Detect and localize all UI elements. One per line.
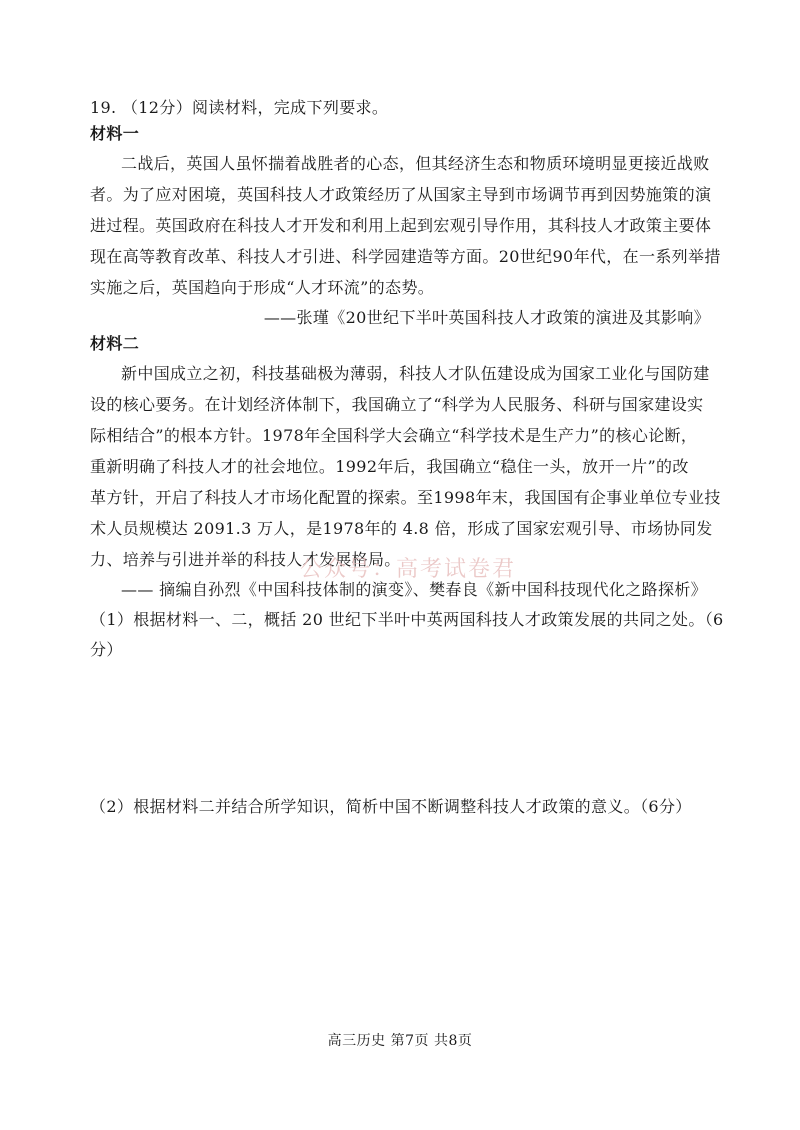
material2-line: 际相结合”的根本方针。1978年全国科学大会确立“科学技术是生产力”的核心论断，: [90, 426, 698, 445]
material2-source: —— 摘编自孙烈《中国科技体制的演变》、樊春良《新中国科技现代化之路探析》: [121, 580, 708, 599]
material1-line: 实施之后，英国趋向于形成“人才环流”的态势。: [90, 278, 435, 297]
material2-line: 新中国成立之初，科技基础极为薄弱，科技人才队伍建设成为国家工业化与国防建: [121, 364, 710, 383]
watermark: 公众号：高考试卷君: [300, 557, 517, 582]
material2-title: 材料二: [90, 334, 140, 353]
subquestion-2: （2）根据材料二并结合所学知识，简析中国不断调整科技人才政策的意义。（6分）: [90, 797, 692, 816]
material2-line: 设的核心要务。在计划经济体制下，我国确立了“科学为人民服务、科研与国家建设实: [90, 395, 704, 414]
question-header: 19. （12分）阅读材料，完成下列要求。: [90, 98, 389, 117]
material1-line: 进过程。英国政府在科技人才开发和利用上起到宏观引导作用，其科技人才政策主要体: [90, 216, 712, 235]
material1-source: ——张瑾《20世纪下半叶英国科技人才政策的演进及其影响》: [263, 308, 710, 327]
material2-line: 重新明确了科技人才的社会地位。1992年后，我国确立“稳住一头，放开一片”的改: [90, 457, 689, 476]
material2-line: 革方针，开启了科技人才市场化配置的探索。至1998年末，我国国有企事业单位专业技: [90, 488, 721, 507]
material2-line: 力、培养与引进并举的科技人才发展格局。: [90, 550, 401, 569]
page-footer: 高三历史 第7页 共8页: [327, 1033, 473, 1049]
material1-line: 现在高等教育改革、科技人才引进、科学园建造等方面。20世纪90年代，在一系列举措: [90, 247, 721, 266]
material1-title: 材料一: [90, 124, 140, 143]
subquestion-1-cont: 分）: [90, 640, 123, 659]
material2-line: 术人员规模达 2091.3 万人，是1978年的 4.8 倍，形成了国家宏观引导、市场协同发: [90, 519, 713, 538]
material1-line: 者。为了应对困境，英国科技人才政策经历了从国家主导到市场调节再到因势施策的演: [90, 185, 712, 204]
subquestion-1: （1）根据材料一、二，概括 20 世纪下半叶中英两国科技人才政策发展的共同之处。（6: [90, 610, 724, 629]
material1-line: 二战后，英国人虽怀揣着战胜者的心态，但其经济生态和物质环境明显更接近战败: [121, 154, 710, 173]
